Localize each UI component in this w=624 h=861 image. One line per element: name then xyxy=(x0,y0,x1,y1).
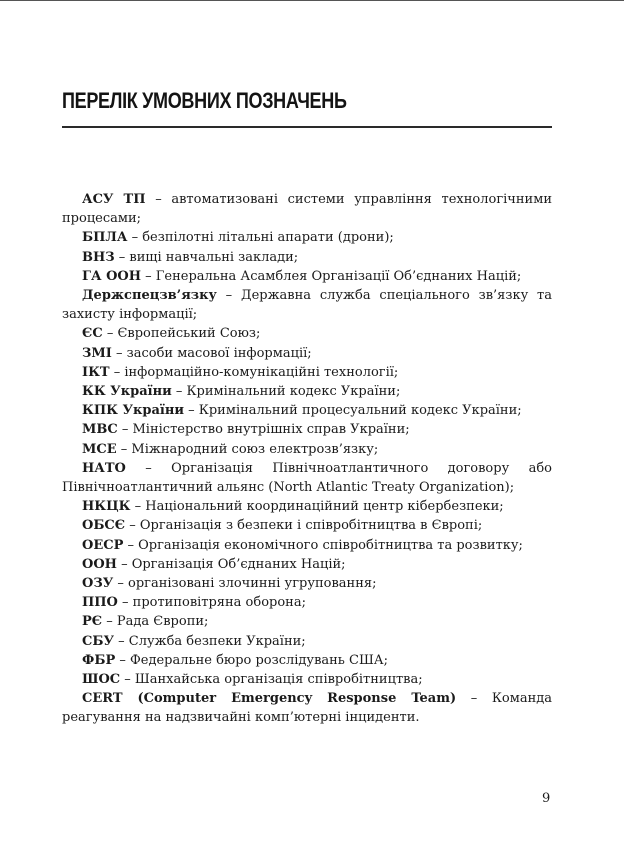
list-item xyxy=(62,574,552,593)
title-underline xyxy=(62,126,552,128)
abbreviation-definition: – засоби масової інформації; xyxy=(111,345,312,361)
abbreviation-definition: – Організація з безпеки і співробітництва в Європі; xyxy=(125,518,483,534)
list-item xyxy=(62,248,552,267)
abbreviation-term: МВС xyxy=(82,422,118,438)
abbreviation-definition: – Міністерство внутрішніх справ України; xyxy=(117,422,410,438)
abbreviation-term: РЄ xyxy=(82,614,103,630)
list-item xyxy=(62,382,552,401)
abbreviation-term: АСУ ТП xyxy=(82,192,146,207)
abbreviation-list xyxy=(62,190,552,728)
page-title: ПЕРЕЛІК УМОВНИХ ПОЗНАЧЕНЬ xyxy=(62,88,347,113)
abbreviation-term: ШОС xyxy=(82,672,121,688)
abbreviation-term: ІКТ xyxy=(82,364,110,380)
abbreviation-definition: – Міжнародний союз електрозв’язку; xyxy=(116,441,379,457)
abbreviation-term: ВНЗ xyxy=(82,249,115,265)
list-item xyxy=(62,459,552,497)
list-item xyxy=(62,324,552,343)
list-item xyxy=(62,267,552,286)
abbreviation-term: КК України xyxy=(82,384,172,400)
abbreviation-term: Держспецзв’язку xyxy=(82,288,217,304)
abbreviation-term: СБУ xyxy=(82,633,115,649)
abbreviation-definition: – Організація Північноатлантичного договору або Північноатлантичний альянс (North Atlantic Treaty Organization); xyxy=(62,460,552,496)
abbreviation-term: ГА ООН xyxy=(82,268,142,284)
abbreviation-definition: – Кримінальний процесуальний кодекс України; xyxy=(184,403,522,419)
list-item xyxy=(62,401,552,420)
abbreviation-definition: – Державна служба спеціального зв’язку та захисту інформації; xyxy=(62,288,552,323)
abbreviation-term: НКЦК xyxy=(82,499,131,515)
abbreviation-definition: – протиповітряна оборона; xyxy=(117,595,306,611)
abbreviation-term: ФБР xyxy=(82,652,116,668)
abbreviation-definition: – організовані злочинні угруповання; xyxy=(113,576,377,592)
abbreviation-definition: – Рада Європи; xyxy=(102,614,209,630)
list-item xyxy=(62,420,552,439)
top-border-line xyxy=(0,0,624,1)
abbreviation-term: БПЛА xyxy=(82,230,128,246)
abbreviation-term: ЗМІ xyxy=(82,345,112,361)
abbreviation-term: ППО xyxy=(82,595,118,611)
abbreviation-term: ОЕСР xyxy=(82,537,124,553)
list-item xyxy=(62,612,552,631)
abbreviation-term: ОЗУ xyxy=(82,576,114,592)
abbreviation-definition: – Служба безпеки України; xyxy=(114,633,306,649)
abbreviation-definition: – автоматизовані системи управління технологічними процесами; xyxy=(62,192,553,227)
abbreviation-definition: – Команда реагування на надзвичайні комп’ютерні інциденти. xyxy=(62,691,552,726)
abbreviation-definition: – Організація економічного співробітництва та розвитку; xyxy=(123,537,523,553)
abbreviation-definition: – Шанхайська організація співробітництва; xyxy=(120,672,423,688)
list-item xyxy=(62,497,552,516)
abbreviation-term: ОБСЄ xyxy=(82,518,126,534)
abbreviation-term: ООН xyxy=(82,556,117,572)
list-item xyxy=(62,689,552,727)
list-item xyxy=(62,286,552,324)
list-item xyxy=(62,363,552,382)
abbreviation-definition: – Європейський Союз; xyxy=(102,326,261,342)
list-item xyxy=(62,670,552,689)
list-item xyxy=(62,516,552,535)
list-item xyxy=(62,651,552,670)
abbreviation-definition: – інформаційно-комунікаційні технології; xyxy=(109,364,399,380)
list-item xyxy=(62,440,552,459)
abbreviation-definition: – Федеральне бюро розслідувань США; xyxy=(115,652,389,668)
abbreviation-definition: – Національний координаційний центр кібербезпеки; xyxy=(130,499,504,515)
list-item xyxy=(62,593,552,612)
abbreviation-definition: – вищі навчальні заклади; xyxy=(114,249,299,265)
abbreviation-term: КПК України xyxy=(82,403,185,419)
abbreviation-definition: – Кримінальний кодекс України; xyxy=(171,384,401,400)
abbreviation-term: МСЕ xyxy=(82,441,117,457)
abbreviation-definition: – Генеральна Асамблея Організації Об’єднаних Націй; xyxy=(141,268,522,284)
list-item xyxy=(62,190,552,228)
list-item xyxy=(62,632,552,651)
abbreviation-term: ЄС xyxy=(82,326,103,342)
abbreviation-definition: – безпілотні літальні апарати (дрони); xyxy=(127,230,394,246)
list-item xyxy=(62,555,552,574)
abbreviation-term: CERT (Computer Emergency Response Team) xyxy=(82,691,457,707)
list-item xyxy=(62,536,552,555)
list-item xyxy=(62,228,552,247)
list-item xyxy=(62,344,552,363)
page-number: 9 xyxy=(542,791,551,806)
abbreviation-definition: – Організація Об’єднаних Націй; xyxy=(116,556,346,572)
abbreviation-term: НАТО xyxy=(82,460,126,476)
